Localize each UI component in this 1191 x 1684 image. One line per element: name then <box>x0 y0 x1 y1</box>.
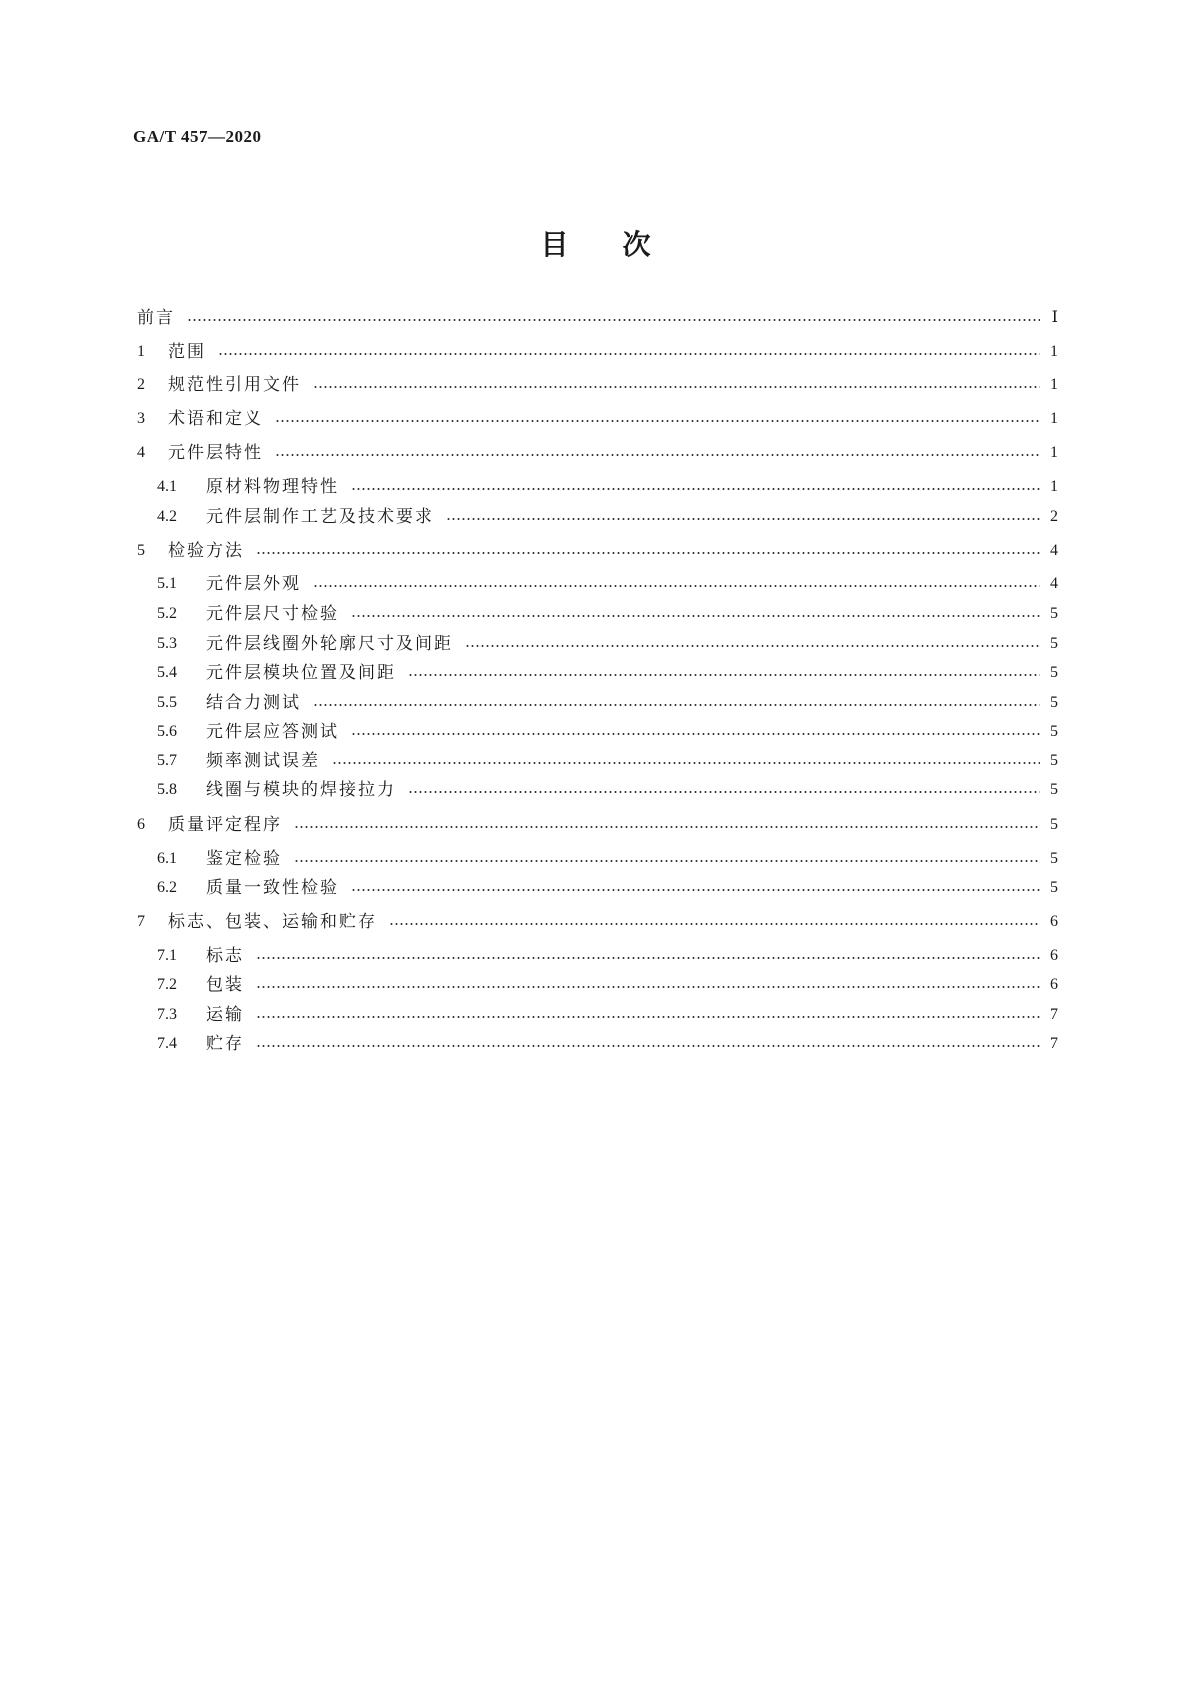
toc-entry-title: 贮存 <box>206 1034 244 1054</box>
toc-entry-page: 5 <box>1050 816 1058 833</box>
page-title: 目次 <box>540 228 705 261</box>
toc-entry-title: 标志、包装、运输和贮存 <box>168 912 377 932</box>
toc-subentry[interactable] <box>157 505 1058 529</box>
toc-subentry[interactable] <box>157 720 1058 744</box>
toc-entry-title: 元件层尺寸检验 <box>206 604 339 624</box>
toc-entry-page: 2 <box>1050 508 1058 525</box>
toc-entry-number: 4.1 <box>157 478 177 495</box>
toc-entry-page: 4 <box>1050 575 1058 592</box>
toc-entry-title: 频率测试误差 <box>206 751 320 771</box>
toc-entry-title: 检验方法 <box>168 541 244 561</box>
toc-entry-title: 元件层应答测试 <box>206 722 339 742</box>
toc-dot-leader <box>256 552 1040 554</box>
toc-entry[interactable] <box>137 373 1058 397</box>
toc-entry-title: 元件层特性 <box>168 443 263 463</box>
toc-entry-page: 1 <box>1050 343 1058 360</box>
toc-subentry[interactable] <box>157 944 1058 968</box>
toc-dot-leader <box>256 957 1040 959</box>
toc-dot-leader <box>313 704 1040 706</box>
toc-subentry[interactable] <box>157 475 1058 499</box>
toc-entry-title: 鉴定检验 <box>206 849 282 869</box>
toc-dot-leader <box>351 615 1040 617</box>
toc-subentry[interactable] <box>157 632 1058 656</box>
toc-entry-title: 包装 <box>206 975 244 995</box>
toc-entry[interactable] <box>137 539 1058 563</box>
toc-entry-title: 范围 <box>168 342 206 362</box>
toc-entry-number: 7 <box>137 913 145 930</box>
toc-dot-leader <box>313 585 1040 587</box>
toc-entry-number: 4 <box>137 444 145 461</box>
toc-subentry[interactable] <box>157 749 1058 773</box>
toc-entry[interactable] <box>137 441 1058 465</box>
toc-entry-number: 5 <box>137 542 145 559</box>
toc-dot-leader <box>313 386 1040 388</box>
toc-entry-title: 规范性引用文件 <box>168 375 301 395</box>
toc-entry-page: 1 <box>1050 376 1058 393</box>
toc-entry-number: 1 <box>137 343 145 360</box>
toc-entry-page: 5 <box>1050 694 1058 711</box>
toc-entry-title: 元件层模块位置及间距 <box>206 663 396 683</box>
toc-entry-page: 5 <box>1050 605 1058 622</box>
toc-dot-leader <box>408 674 1040 676</box>
document-code: GA/T 457—2020 <box>133 127 262 146</box>
toc-entry-number: 5.3 <box>157 635 177 652</box>
toc-subentry[interactable] <box>157 1032 1058 1056</box>
toc-entry-number: 7.3 <box>157 1006 177 1023</box>
toc-dot-leader <box>187 319 1040 321</box>
toc-dot-leader <box>351 733 1040 735</box>
toc-subentry[interactable] <box>157 1003 1058 1027</box>
toc-entry-number: 5.4 <box>157 664 177 681</box>
toc-entry-number: 5.5 <box>157 694 177 711</box>
toc-entry-title: 结合力测试 <box>206 693 301 713</box>
toc-dot-leader <box>351 488 1040 490</box>
toc-entry-number: 3 <box>137 410 145 427</box>
toc-entry-number: 5.6 <box>157 723 177 740</box>
toc-entry-number: 4.2 <box>157 508 177 525</box>
toc-entry-title: 元件层制作工艺及技术要求 <box>206 507 434 527</box>
toc-entry-page: 6 <box>1050 976 1058 993</box>
toc-entry-page: Ⅰ <box>1051 309 1058 326</box>
toc-entry-page: 7 <box>1050 1006 1058 1023</box>
toc-entry-page: 5 <box>1050 664 1058 681</box>
toc-entry-number: 7.2 <box>157 976 177 993</box>
toc-entry-title: 元件层外观 <box>206 574 301 594</box>
toc-entry[interactable] <box>137 340 1058 364</box>
toc-subentry[interactable] <box>157 691 1058 715</box>
toc-dot-leader <box>256 1045 1040 1047</box>
toc-subentry[interactable] <box>157 778 1058 802</box>
toc-dot-leader <box>275 454 1040 456</box>
toc-entry-number: 6.1 <box>157 850 177 867</box>
toc-dot-leader <box>389 923 1040 925</box>
toc-entry-page: 5 <box>1050 781 1058 798</box>
toc-dot-leader <box>218 353 1040 355</box>
toc-entry-page: 4 <box>1050 542 1058 559</box>
toc-dot-leader <box>351 889 1040 891</box>
toc-dot-leader <box>332 762 1040 764</box>
toc-entry-number: 6.2 <box>157 879 177 896</box>
toc-entry-title: 标志 <box>206 946 244 966</box>
toc-entry-page: 5 <box>1050 723 1058 740</box>
toc-subentry[interactable] <box>157 602 1058 626</box>
toc-dot-leader <box>275 420 1040 422</box>
toc-entry-number: 5.2 <box>157 605 177 622</box>
toc-entry-number: 6 <box>137 816 145 833</box>
toc-subentry[interactable] <box>157 661 1058 685</box>
toc-entry-page: 1 <box>1050 478 1058 495</box>
toc-entry-number: 2 <box>137 376 145 393</box>
toc-entry-title: 前言 <box>137 308 175 328</box>
toc-entry-page: 5 <box>1050 752 1058 769</box>
toc-entry-page: 1 <box>1050 410 1058 427</box>
toc-dot-leader <box>294 826 1040 828</box>
toc-entry-number: 7.4 <box>157 1035 177 1052</box>
toc-entry-number: 5.1 <box>157 575 177 592</box>
toc-entry-number: 7.1 <box>157 947 177 964</box>
toc-entry-foreword[interactable] <box>137 306 1058 330</box>
toc-subentry[interactable] <box>157 876 1058 900</box>
toc-dot-leader <box>465 645 1040 647</box>
toc-entry[interactable] <box>137 910 1058 934</box>
toc-entry-page: 7 <box>1050 1035 1058 1052</box>
toc-entry-title: 运输 <box>206 1005 244 1025</box>
toc-entry-title: 质量一致性检验 <box>206 878 339 898</box>
toc-entry-title: 原材料物理特性 <box>206 477 339 497</box>
toc-entry-page: 5 <box>1050 850 1058 867</box>
toc-dot-leader <box>446 518 1040 520</box>
toc-entry-number: 5.8 <box>157 781 177 798</box>
toc-entry-title: 线圈与模块的焊接拉力 <box>206 780 396 800</box>
toc-entry[interactable] <box>137 407 1058 431</box>
toc-entry-title: 元件层线圈外轮廓尺寸及间距 <box>206 634 453 654</box>
toc-dot-leader <box>408 791 1040 793</box>
toc-entry-page: 6 <box>1050 913 1058 930</box>
toc-dot-leader <box>256 1016 1040 1018</box>
toc-entry[interactable] <box>137 813 1058 837</box>
toc-entry-title: 术语和定义 <box>168 409 263 429</box>
toc-entry-page: 1 <box>1050 444 1058 461</box>
toc-entry-page: 5 <box>1050 635 1058 652</box>
toc-entry-page: 5 <box>1050 879 1058 896</box>
toc-subentry[interactable] <box>157 973 1058 997</box>
toc-entry-page: 6 <box>1050 947 1058 964</box>
toc-dot-leader <box>294 860 1040 862</box>
toc-entry-title: 质量评定程序 <box>168 815 282 835</box>
toc-dot-leader <box>256 986 1040 988</box>
toc-subentry[interactable] <box>157 572 1058 596</box>
toc-entry-number: 5.7 <box>157 752 177 769</box>
toc-subentry[interactable] <box>157 847 1058 871</box>
